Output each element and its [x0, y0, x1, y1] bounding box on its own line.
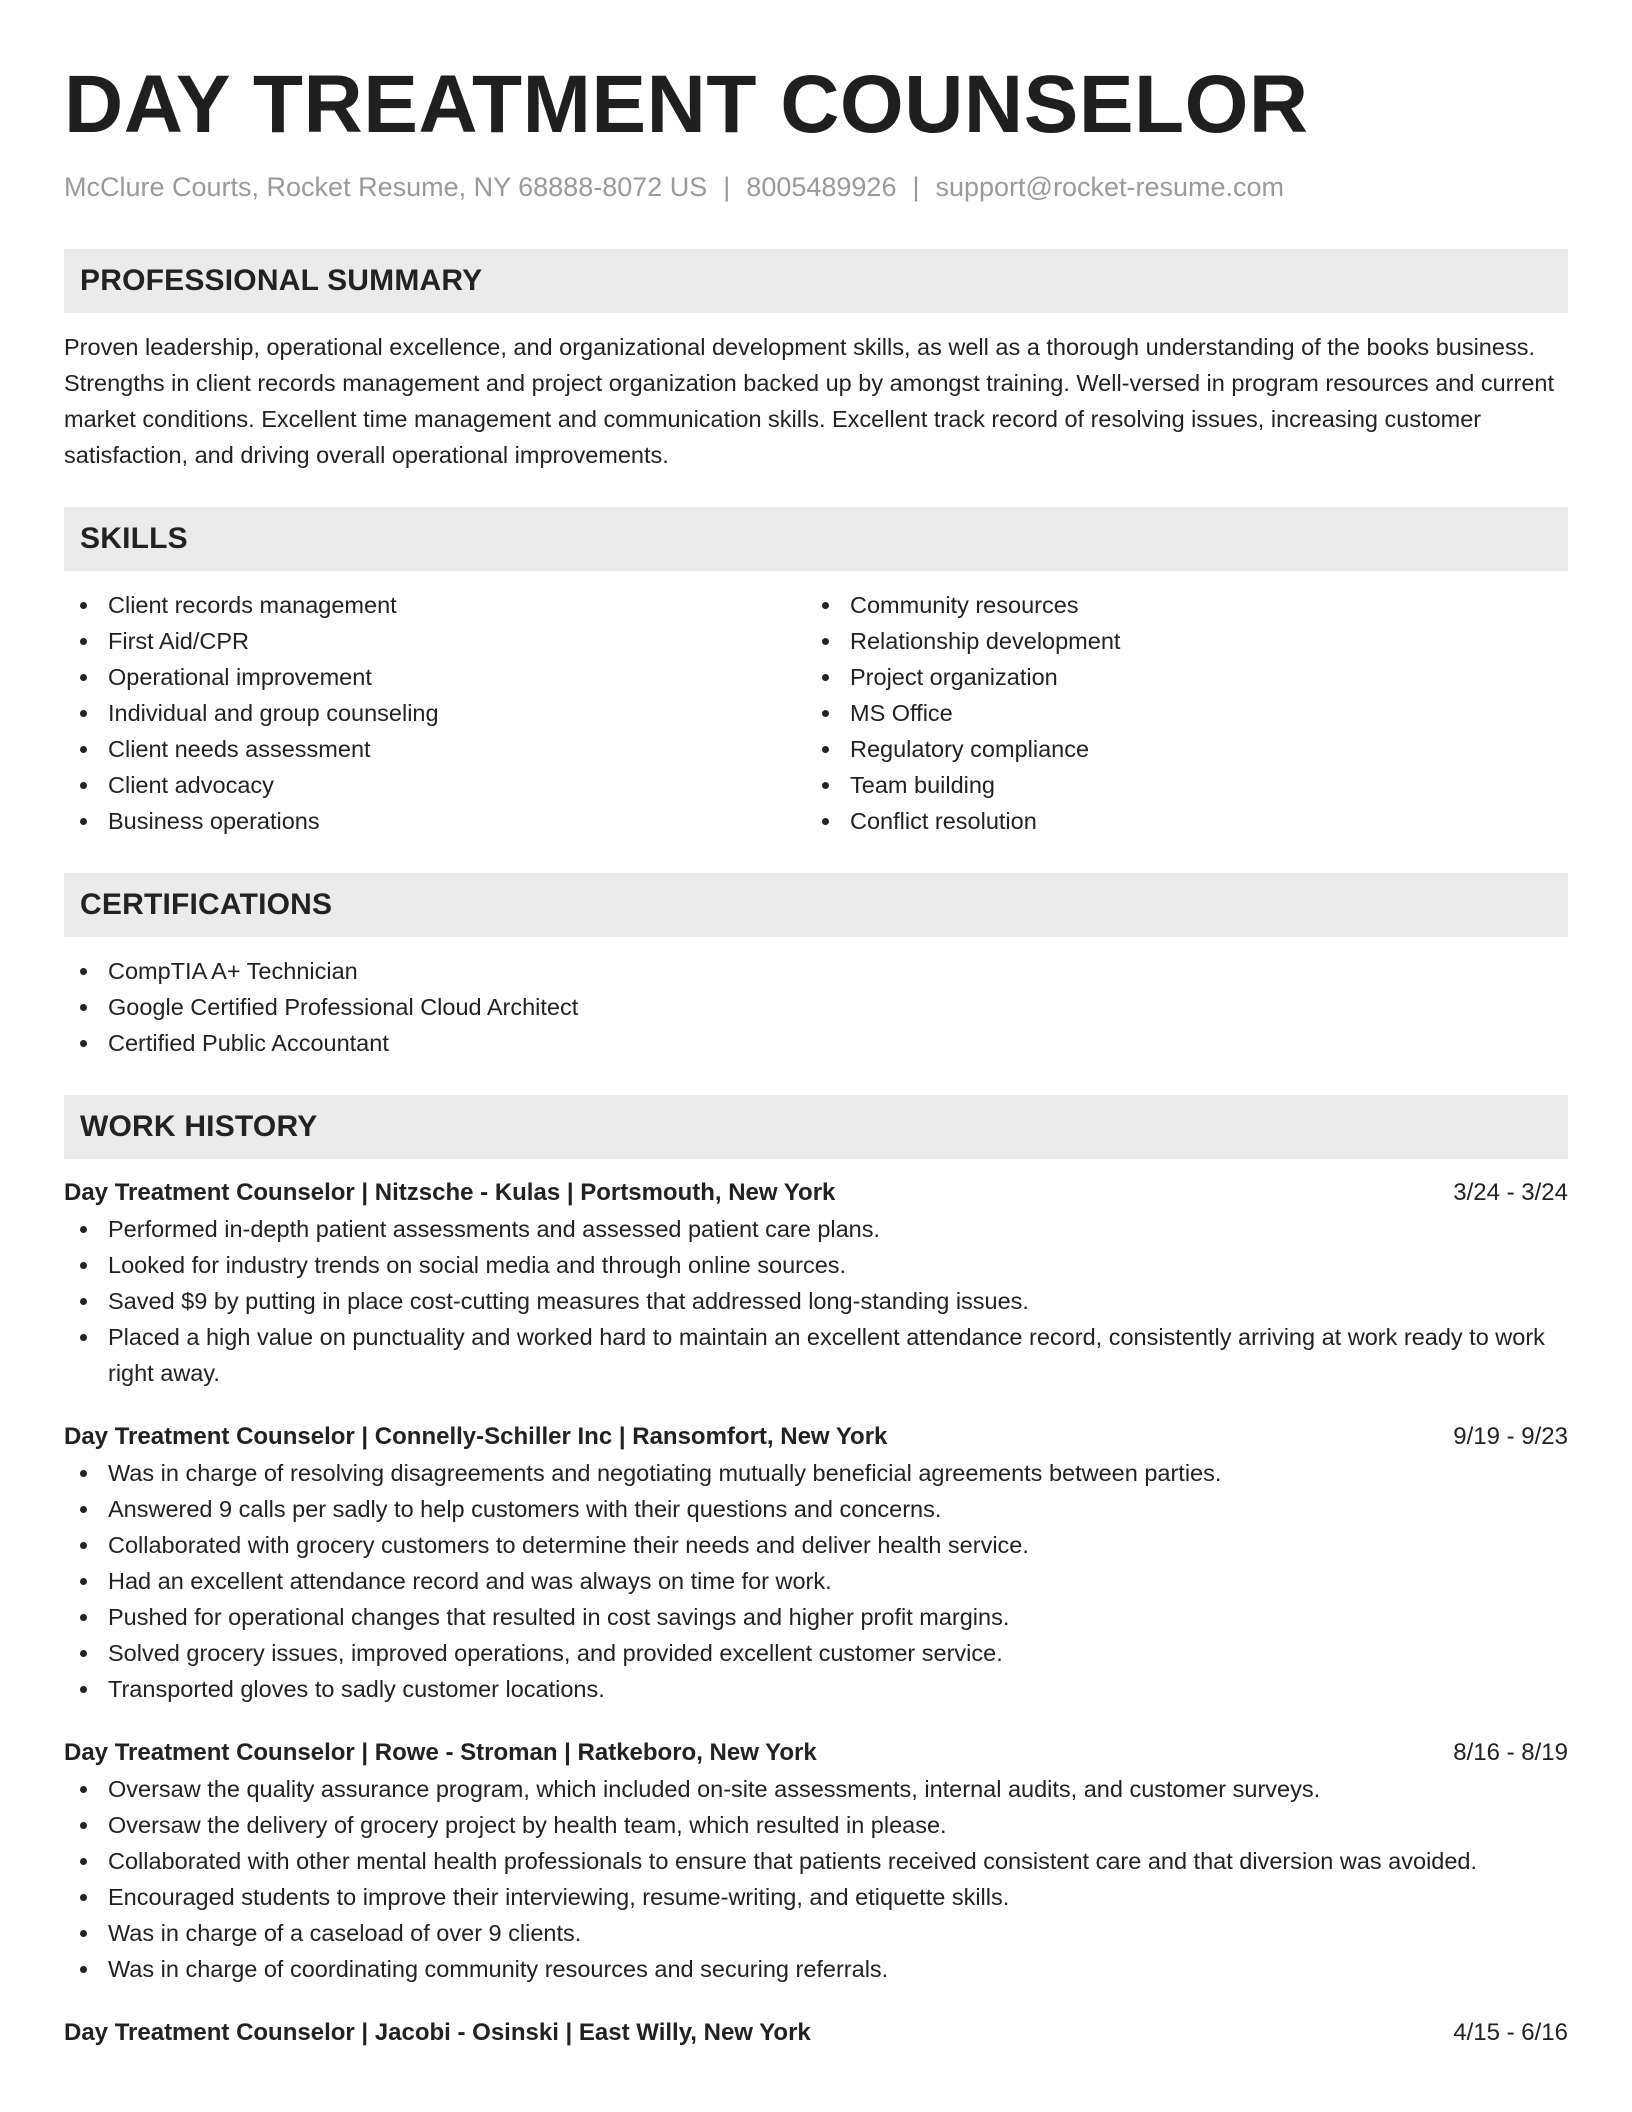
- job-dates: 9/19 - 9/23: [1453, 1423, 1568, 1450]
- job-bullet: Transported gloves to sadly customer locations.: [64, 1671, 1568, 1707]
- job-entry: [64, 1175, 1568, 1391]
- job-bullet: Oversaw the quality assurance program, which included on-site assessments, internal audits, and customer surveys.: [64, 1771, 1568, 1807]
- job-title: Day Treatment Counselor | Connelly-Schiller Inc | Ransomfort, New York: [64, 1423, 888, 1450]
- job-bullets: [64, 1771, 1568, 1987]
- job-bullet: Performed in-depth patient assessments and assessed patient care plans.: [64, 1211, 1568, 1247]
- skill-item: Business operations: [64, 803, 806, 839]
- skills-column-left: [64, 587, 806, 839]
- job-header: [64, 1175, 1568, 1211]
- job-title: Day Treatment Counselor | Jacobi - Osinski | East Willy, New York: [64, 2019, 811, 2046]
- summary-section-header: PROFESSIONAL SUMMARY: [64, 249, 1568, 313]
- skill-item: First Aid/CPR: [64, 623, 806, 659]
- skill-item: Regulatory compliance: [806, 731, 1548, 767]
- skills-list: [64, 587, 1568, 839]
- job-bullet: Was in charge of resolving disagreements and negotiating mutually beneficial agreements between parties.: [64, 1455, 1568, 1491]
- certification-item: CompTIA A+ Technician: [64, 953, 1568, 989]
- contact-email: support@rocket-resume.com: [935, 172, 1285, 202]
- skill-item: Community resources: [806, 587, 1548, 623]
- work-history-section-header: WORK HISTORY: [64, 1095, 1568, 1159]
- certification-item: Google Certified Professional Cloud Architect: [64, 989, 1568, 1025]
- job-entry: [64, 1419, 1568, 1707]
- skill-item: Operational improvement: [64, 659, 806, 695]
- certifications-section-header: CERTIFICATIONS: [64, 873, 1568, 937]
- certification-item: Certified Public Accountant: [64, 1025, 1568, 1061]
- job-header: [64, 2015, 1568, 2051]
- skill-item: Client needs assessment: [64, 731, 806, 767]
- job-entry: [64, 1735, 1568, 1987]
- contact-phone: 8005489926: [746, 172, 897, 202]
- skill-item: Conflict resolution: [806, 803, 1548, 839]
- contact-separator: |: [723, 172, 731, 202]
- job-dates: 4/15 - 6/16: [1453, 2019, 1568, 2046]
- skills-column-right: [806, 587, 1548, 839]
- contact-separator: |: [912, 172, 920, 202]
- skill-item: Client records management: [64, 587, 806, 623]
- skill-item: Individual and group counseling: [64, 695, 806, 731]
- job-bullets: [64, 1455, 1568, 1707]
- job-bullets: [64, 1211, 1568, 1391]
- contact-address: McClure Courts, Rocket Resume, NY 68888-8072 US: [64, 172, 708, 202]
- job-header: [64, 1735, 1568, 1771]
- job-bullet: Solved grocery issues, improved operations, and provided excellent customer service.: [64, 1635, 1568, 1671]
- job-bullet: Collaborated with other mental health professionals to ensure that patients received consistent care and that diversion was avoided.: [64, 1843, 1568, 1879]
- resume-name-heading: DAY TREATMENT COUNSELOR: [64, 59, 1309, 150]
- skill-item: Project organization: [806, 659, 1548, 695]
- skill-item: Client advocacy: [64, 767, 806, 803]
- job-dates: 3/24 - 3/24: [1453, 1179, 1568, 1206]
- job-header: [64, 1419, 1568, 1455]
- job-bullet: Had an excellent attendance record and was always on time for work.: [64, 1563, 1568, 1599]
- job-bullet: Oversaw the delivery of grocery project by health team, which resulted in please.: [64, 1807, 1568, 1843]
- certifications-list: [64, 953, 1568, 1061]
- skills-section-header: SKILLS: [64, 507, 1568, 571]
- job-bullet: Was in charge of a caseload of over 9 clients.: [64, 1915, 1568, 1951]
- job-dates: 8/16 - 8/19: [1453, 1739, 1568, 1766]
- job-bullet: Saved $9 by putting in place cost-cutting measures that addressed long-standing issues.: [64, 1283, 1568, 1319]
- job-bullet: Placed a high value on punctuality and worked hard to maintain an excellent attendance record, consistently arriving at work ready to work right away.: [64, 1319, 1568, 1391]
- job-bullet: Encouraged students to improve their interviewing, resume-writing, and etiquette skills.: [64, 1879, 1568, 1915]
- job-title: Day Treatment Counselor | Rowe - Stroman | Ratkeboro, New York: [64, 1739, 817, 1766]
- job-title: Day Treatment Counselor | Nitzsche - Kulas | Portsmouth, New York: [64, 1179, 836, 1206]
- skill-item: Relationship development: [806, 623, 1548, 659]
- job-bullet: Collaborated with grocery customers to determine their needs and deliver health service.: [64, 1527, 1568, 1563]
- skill-item: Team building: [806, 767, 1548, 803]
- job-bullet: Looked for industry trends on social media and through online sources.: [64, 1247, 1568, 1283]
- contact-line: [64, 172, 1568, 203]
- job-bullet: Answered 9 calls per sadly to help customers with their questions and concerns.: [64, 1491, 1568, 1527]
- skill-item: MS Office: [806, 695, 1548, 731]
- job-bullet: Was in charge of coordinating community resources and securing referrals.: [64, 1951, 1568, 1987]
- summary-text: Proven leadership, operational excellence, and organizational development skills, as well as a thorough understanding of the books business. Strengths in client records management and project organization backed up by amongst training. Well-versed in program resources and current market conditions. Excellent time management and communication skills. Excellent track record of resolving issues, increasing customer satisfaction, and driving overall operational improvements.: [64, 334, 1554, 468]
- job-entry: [64, 2015, 1568, 2051]
- job-bullet: Pushed for operational changes that resulted in cost savings and higher profit margins.: [64, 1599, 1568, 1635]
